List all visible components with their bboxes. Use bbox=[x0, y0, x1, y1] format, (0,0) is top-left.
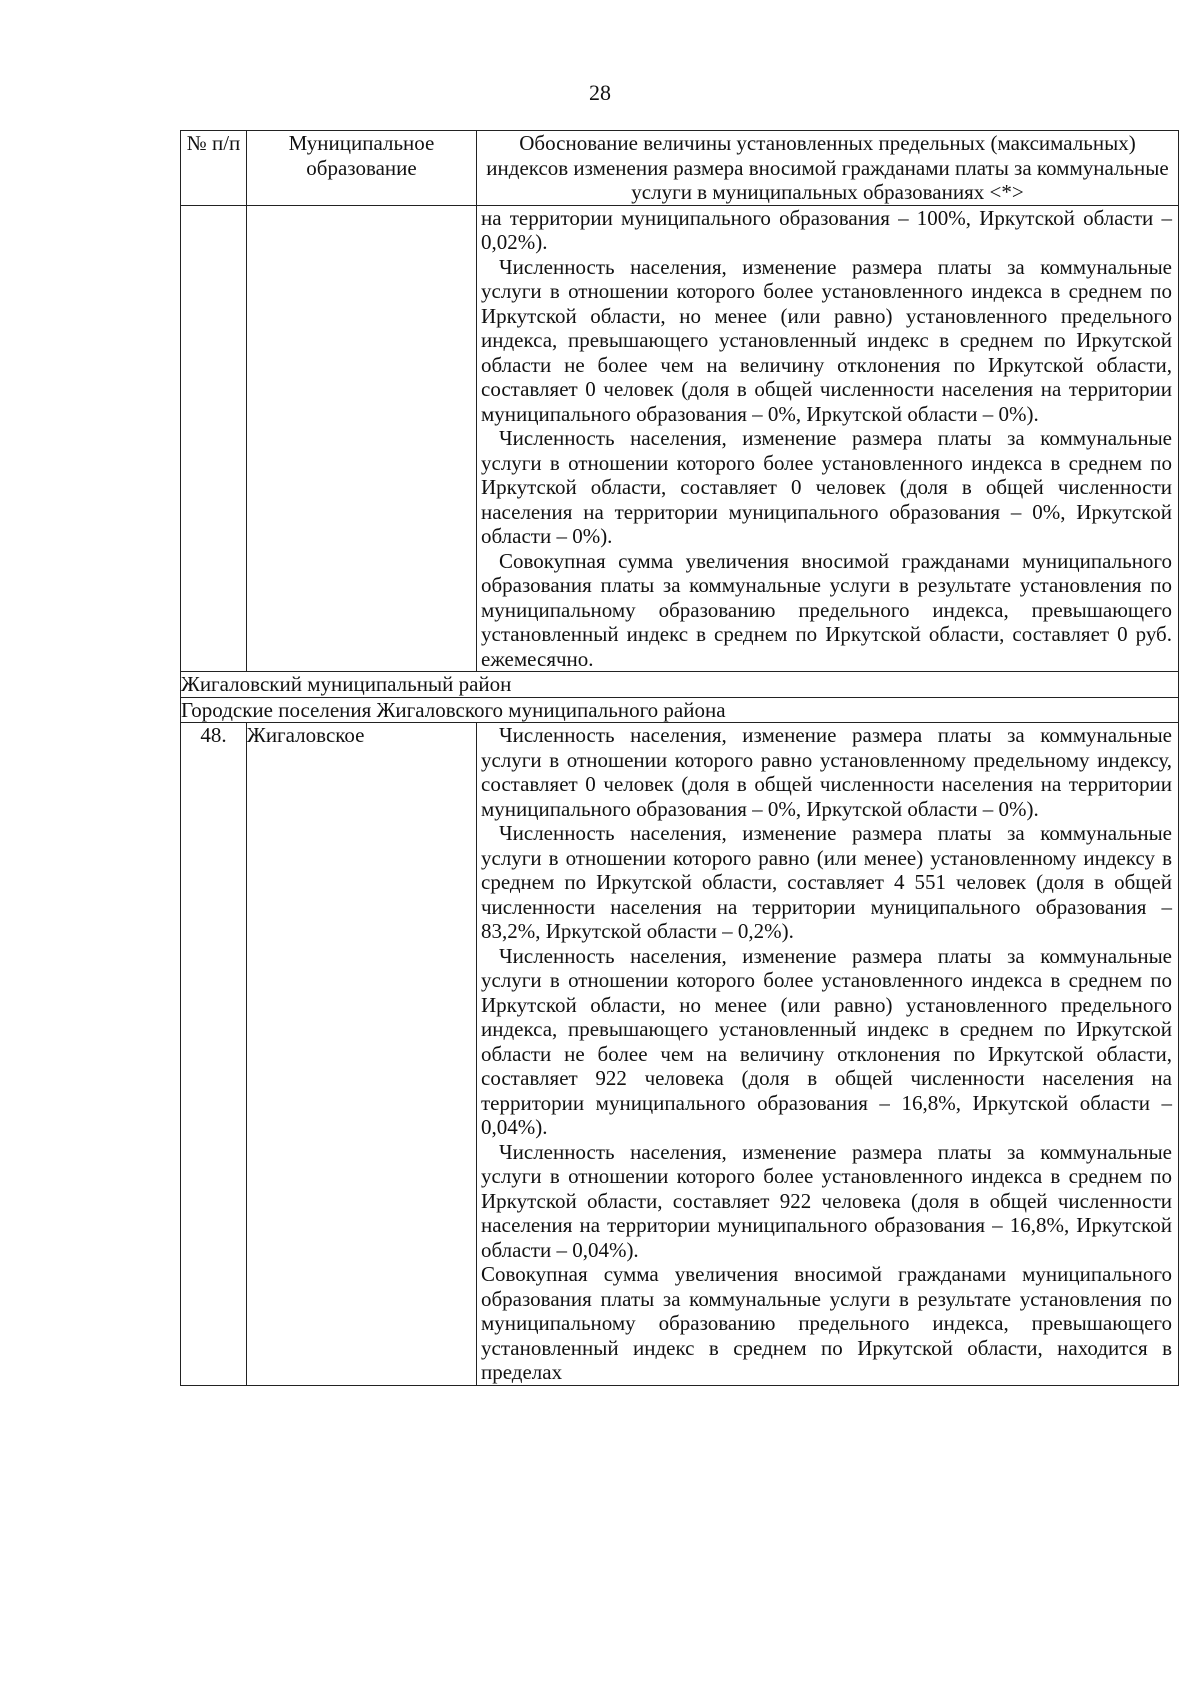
header-justification: Обоснование величины установленных предельных (максимальных) индексов изменения размера вносимой гражданами платы за коммунальные услуги в муниципальных образованиях <*> bbox=[477, 131, 1179, 206]
header-municipality: Муниципальное образование bbox=[247, 131, 477, 206]
justification-table bbox=[180, 130, 1179, 1386]
paragraph: Численность населения, изменение размера платы за коммунальные услуги в отношении которого равно (или менее) установленному индексу в среднем по Иркутской области, составляет 4 551 человек (доля в общей численности населения на территории муниципального образования – 83,2%, Иркутской области – 0,2%). bbox=[481, 821, 1172, 943]
paragraph: Совокупная сумма увеличения вносимой гражданами муниципального образования платы за коммунальные услуги в результате установления по муниципальному образованию предельного индекса, превышающего установленный индекс в среднем по Иркутской области, составляет 0 руб. ежемесячно. bbox=[481, 548, 1172, 671]
paragraph: Численность населения, изменение размера платы за коммунальные услуги в отношении которого более установленного индекса в среднем по Иркутской области, составляет 0 человек (доля в общей численности населения на территории муниципального образования – 0%, Иркутской области – 0%). bbox=[481, 426, 1172, 548]
continuation-text-cell bbox=[477, 205, 1179, 672]
row-municipality: Жигаловское bbox=[247, 723, 477, 1386]
paragraph: Совокупная сумма увеличения вносимой гражданами муниципального образования платы за коммунальные услуги в результате установления по муниципальному образованию предельного индекса, превышающего установленный индекс в среднем по Иркутской области, находится в пределах bbox=[481, 1262, 1172, 1384]
table-row bbox=[181, 723, 1179, 1386]
continuation-municipality-cell bbox=[247, 205, 477, 672]
district-heading: Жигаловский муниципальный район bbox=[181, 672, 1179, 698]
paragraph: Численность населения, изменение размера платы за коммунальные услуги в отношении которого равно установленному предельному индексу, составляет 0 человек (доля в общей численности населения на территории муниципального образования – 0%, Иркутской области – 0%). bbox=[481, 723, 1172, 821]
header-row bbox=[181, 131, 1179, 206]
header-number: № п/п bbox=[181, 131, 247, 206]
paragraph: Численность населения, изменение размера платы за коммунальные услуги в отношении которого более установленного индекса в среднем по Иркутской области, но менее (или равно) установленного предельного индекса, превышающего установленный индекс в среднем по Иркутской области не более чем на величину отклонения по Иркутской области, составляет 0 человек (доля в общей численности населения на территории муниципального образования – 0%, Иркутской области – 0%). bbox=[481, 254, 1172, 426]
subdistrict-heading: Городские поселения Жигаловского муниципального района bbox=[181, 697, 1179, 723]
continuation-number-cell bbox=[181, 205, 247, 672]
paragraph: Численность населения, изменение размера платы за коммунальные услуги в отношении которого более установленного индекса в среднем по Иркутской области, но менее (или равно) установленного предельного индекса, превышающего установленный индекс в среднем по Иркутской области не более чем на величину отклонения по Иркутской области, составляет 922 человека (доля в общей численности населения на территории муниципального образования – 16,8%, Иркутской области – 0,04%). bbox=[481, 943, 1172, 1139]
paragraph: Численность населения, изменение размера платы за коммунальные услуги в отношении которого более установленного индекса в среднем по Иркутской области, составляет 922 человека (доля в общей численности населения на территории муниципального образования – 16,8%, Иркутской области – 0,04%). bbox=[481, 1139, 1172, 1262]
continuation-row bbox=[181, 205, 1179, 672]
subdistrict-row bbox=[181, 697, 1179, 723]
paragraph: на территории муниципального образования – 100%, Иркутской области – 0,02%). bbox=[481, 205, 1172, 254]
district-row bbox=[181, 672, 1179, 698]
row-text-cell bbox=[477, 723, 1179, 1386]
page-number: 28 bbox=[589, 80, 611, 105]
row-number: 48. bbox=[181, 723, 247, 1386]
